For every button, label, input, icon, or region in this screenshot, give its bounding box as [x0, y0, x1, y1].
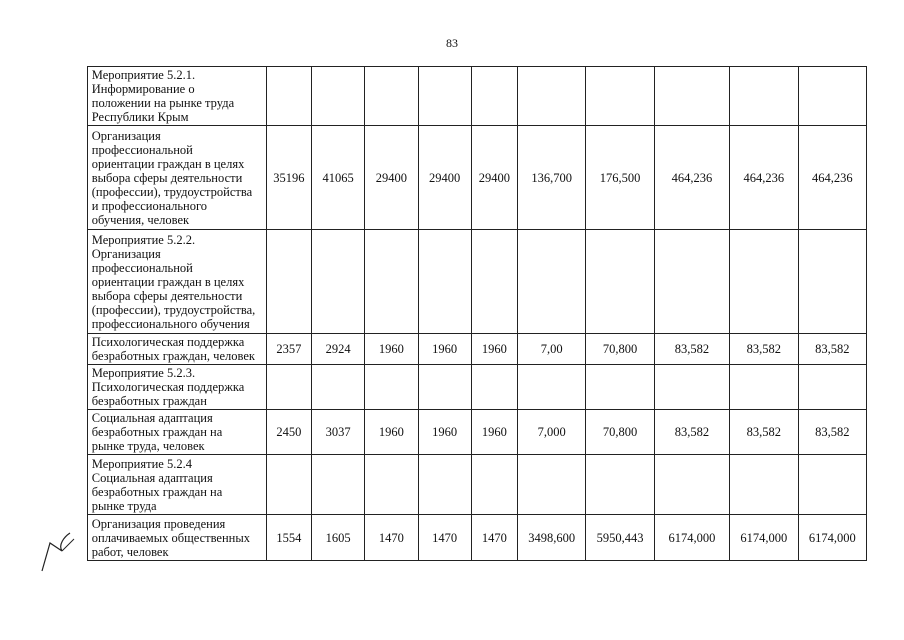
value-cell: 83,582 [798, 410, 866, 455]
blank-cell [40, 334, 87, 365]
value-cell: 2450 [266, 410, 311, 455]
value-cell [654, 67, 729, 126]
row-description: Мероприятие 5.2.3. Психологическая поддержка безработных граждан [87, 365, 266, 410]
value-cell: 136,700 [518, 126, 586, 230]
value-cell: 464,236 [730, 126, 798, 230]
value-cell: 7,000 [518, 410, 586, 455]
table-row [40, 410, 867, 455]
value-cell: 83,582 [730, 410, 798, 455]
value-cell [418, 67, 471, 126]
value-cell [311, 230, 364, 334]
value-cell [471, 230, 517, 334]
value-cell [730, 365, 798, 410]
value-cell [266, 455, 311, 515]
page-number: 83 [446, 36, 458, 50]
value-cell: 1470 [365, 515, 418, 561]
value-cell [518, 455, 586, 515]
value-cell [798, 455, 866, 515]
value-cell [586, 230, 654, 334]
row-description: Мероприятие 5.2.1. Информирование о положении на рынке труда Республики Крым [87, 67, 266, 126]
blank-cell [40, 126, 87, 230]
row-description: Мероприятие 5.2.4 Социальная адаптация безработных граждан на рынке труда [87, 455, 266, 515]
value-cell: 29400 [471, 126, 517, 230]
value-cell: 29400 [418, 126, 471, 230]
row-description: Мероприятие 5.2.2. Организация профессиональной ориентации граждан в целях выбора сферы деятельности (профессии), трудоустройства, профессионального обучения [87, 230, 266, 334]
value-cell: 1470 [418, 515, 471, 561]
value-cell: 464,236 [654, 126, 729, 230]
value-cell [730, 455, 798, 515]
table-row [40, 67, 867, 126]
value-cell [418, 365, 471, 410]
value-cell [418, 230, 471, 334]
value-cell [730, 230, 798, 334]
value-cell [365, 67, 418, 126]
value-cell: 6174,000 [730, 515, 798, 561]
value-cell: 7,00 [518, 334, 586, 365]
value-cell: 1960 [471, 334, 517, 365]
row-description: Социальная адаптация безработных граждан на рынке труда, человек [87, 410, 266, 455]
value-cell: 83,582 [798, 334, 866, 365]
value-cell [471, 455, 517, 515]
value-cell [586, 365, 654, 410]
value-cell: 1605 [311, 515, 364, 561]
value-cell [518, 365, 586, 410]
value-cell [365, 230, 418, 334]
table-row [40, 515, 867, 561]
row-description: Психологическая поддержка безработных граждан, человек [87, 334, 266, 365]
value-cell [730, 67, 798, 126]
value-cell [471, 67, 517, 126]
value-cell: 3037 [311, 410, 364, 455]
value-cell: 2357 [266, 334, 311, 365]
table-row [40, 230, 867, 334]
value-cell [518, 67, 586, 126]
value-cell [798, 67, 866, 126]
indicators-table [40, 66, 867, 561]
value-cell [266, 365, 311, 410]
value-cell: 83,582 [654, 410, 729, 455]
value-cell [798, 365, 866, 410]
row-description: Организация проведения оплачиваемых общественных работ, человек [87, 515, 266, 561]
value-cell: 70,800 [586, 410, 654, 455]
value-cell: 1960 [418, 334, 471, 365]
value-cell: 70,800 [586, 334, 654, 365]
pen-mark-icon [40, 525, 110, 575]
table-row [40, 334, 867, 365]
value-cell: 6174,000 [798, 515, 866, 561]
value-cell [518, 230, 586, 334]
table-row [40, 455, 867, 515]
value-cell: 35196 [266, 126, 311, 230]
blank-cell [40, 67, 87, 126]
row-description: Организация профессиональной ориентации граждан в целях выбора сферы деятельности (профессии), трудоустройства и профессионального обучения, человек [87, 126, 266, 230]
value-cell [311, 455, 364, 515]
value-cell: 1470 [471, 515, 517, 561]
value-cell [654, 455, 729, 515]
value-cell [365, 455, 418, 515]
blank-cell [40, 230, 87, 334]
value-cell [266, 67, 311, 126]
value-cell [365, 365, 418, 410]
value-cell [311, 365, 364, 410]
value-cell: 1960 [418, 410, 471, 455]
value-cell: 83,582 [654, 334, 729, 365]
value-cell: 1960 [471, 410, 517, 455]
table-body [40, 67, 867, 561]
value-cell [654, 230, 729, 334]
value-cell: 5950,443 [586, 515, 654, 561]
value-cell: 1960 [365, 334, 418, 365]
blank-cell [40, 365, 87, 410]
value-cell [418, 455, 471, 515]
value-cell: 6174,000 [654, 515, 729, 561]
table-row [40, 126, 867, 230]
value-cell: 3498,600 [518, 515, 586, 561]
value-cell: 29400 [365, 126, 418, 230]
value-cell: 83,582 [730, 334, 798, 365]
value-cell [654, 365, 729, 410]
value-cell [586, 67, 654, 126]
value-cell: 1554 [266, 515, 311, 561]
value-cell [586, 455, 654, 515]
value-cell: 176,500 [586, 126, 654, 230]
value-cell [798, 230, 866, 334]
value-cell [311, 67, 364, 126]
table-row [40, 365, 867, 410]
value-cell: 2924 [311, 334, 364, 365]
blank-cell [40, 455, 87, 515]
value-cell [266, 230, 311, 334]
value-cell: 464,236 [798, 126, 866, 230]
blank-cell [40, 410, 87, 455]
value-cell: 41065 [311, 126, 364, 230]
value-cell [471, 365, 517, 410]
value-cell: 1960 [365, 410, 418, 455]
